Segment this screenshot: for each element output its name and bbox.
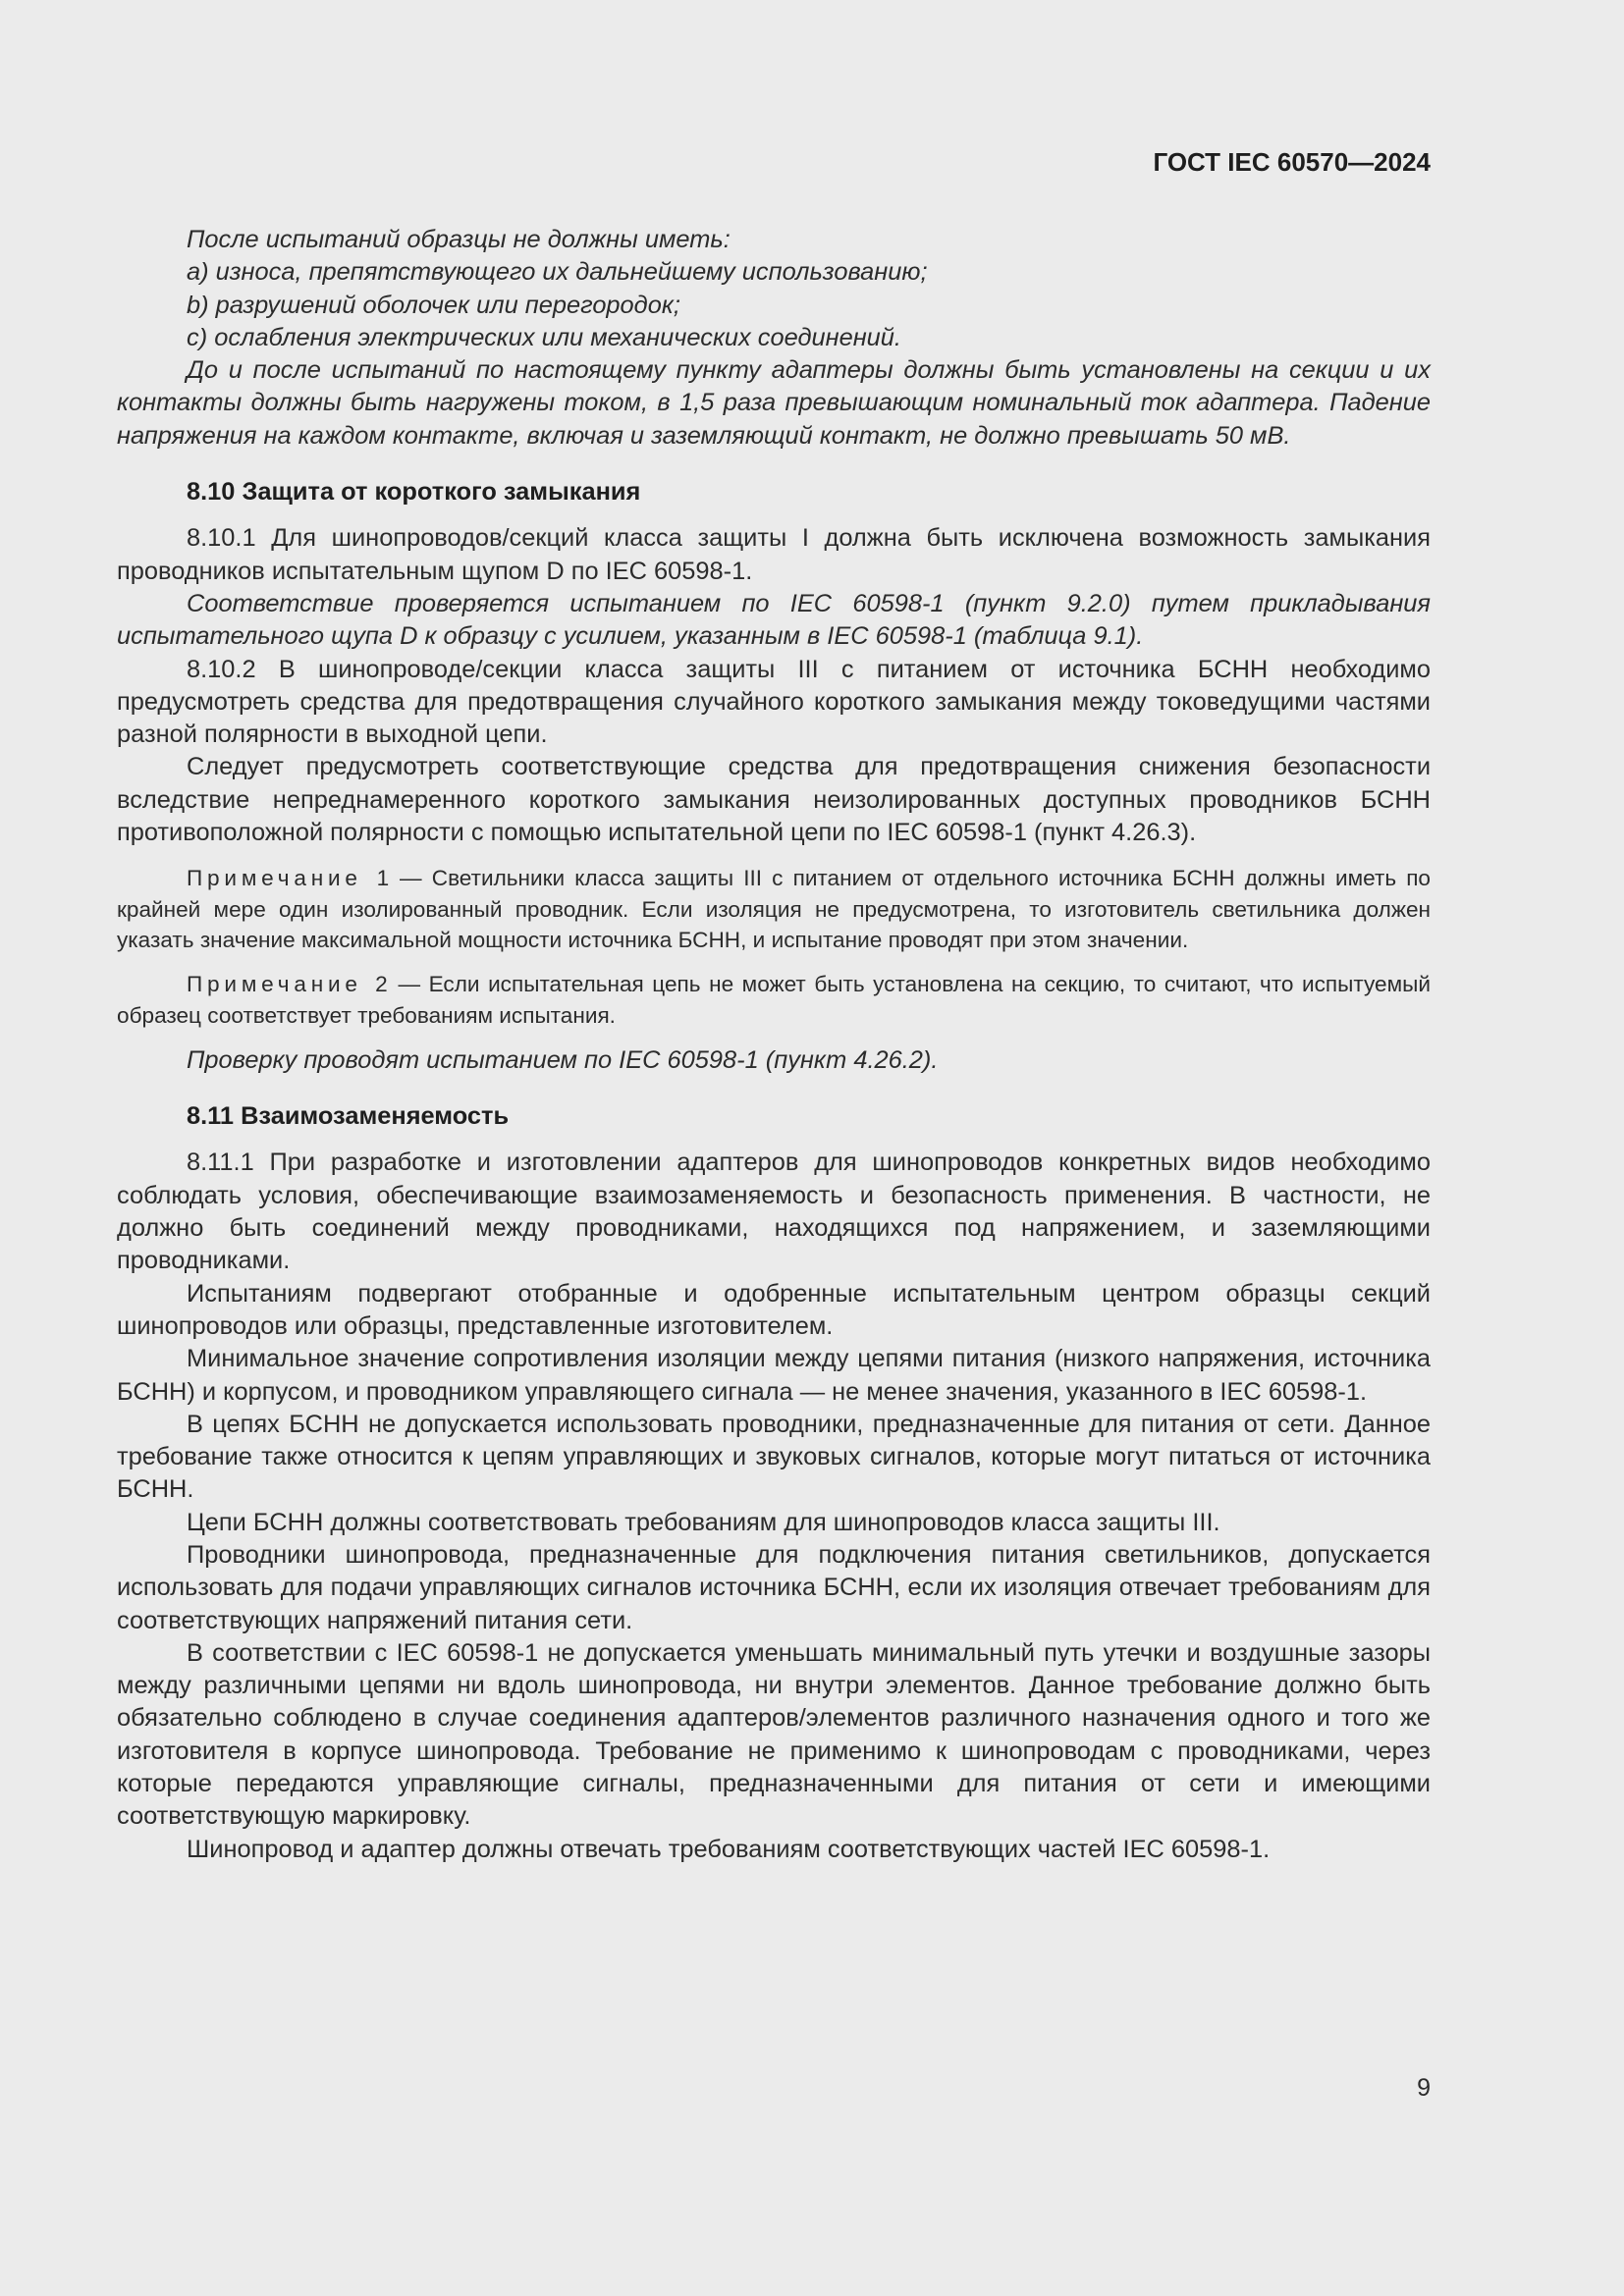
paragraph: Цепи БСНН должны соответствовать требованиям для шинопроводов класса защиты III.	[187, 1508, 1220, 1536]
page-number: 9	[1417, 2074, 1431, 2102]
paragraph: 8.10.2 В шинопроводе/секции класса защиты III с питанием от источника БСНН необходимо предусмотреть средства для предотвращения случайного короткого замыкания между токоведущими частями разной полярности в выходной цепи.	[117, 655, 1431, 749]
paragraph: Проверку проводят испытанием по IEC 60598-1 (пункт 4.26.2).	[187, 1045, 939, 1074]
paragraph: Минимальное значение сопротивления изоляции между цепями питания (низкого напряжения, источника БСНН) и корпусом, и проводником управляющего сигнала — не менее значения, указанного в IEC 60598-1.	[117, 1345, 1431, 1406]
note-label: Примечание 1	[187, 866, 395, 891]
paragraph: Следует предусмотреть соответствующие средства для предотвращения снижения безопасности вследствие непреднамеренного короткого замыкания неизолированных доступных проводников БСНН противоположной полярности с помощью испытательной цепи по IEC 60598-1 (пункт 4.26.3).	[117, 753, 1431, 847]
paragraph: 8.11.1 При разработке и изготовлении адаптеров для шинопроводов конкретных видов необходимо соблюдать условия, обеспечивающие взаимозаменяемость и безопасность применения. В частности, не должно быть соединений между проводниками, находящихся под напряжением, и заземляющими проводниками.	[117, 1148, 1431, 1275]
document-code-header: ГОСТ IEC 60570—2024	[1153, 147, 1431, 177]
paragraph: После испытаний образцы не должны иметь:	[187, 226, 731, 253]
paragraph: Испытаниям подвергают отобранные и одобренные испытательным центром образцы секций шинопроводов или образцы, представленные изготовителем.	[117, 1279, 1431, 1340]
list-item: b) разрушений оболочек или перегородок;	[187, 291, 680, 319]
page-body	[117, 224, 1431, 1866]
paragraph: Шинопровод и адаптер должны отвечать требованиям соответствующих частей IEC 60598-1.	[187, 1835, 1271, 1863]
list-item: a) износа, препятствующего их дальнейшему использованию;	[187, 258, 928, 287]
note-1	[117, 863, 1431, 955]
note-text: — Светильники класса защиты III с питанием от отдельного источника БСНН должны иметь по крайней мере один изолированный проводник. Если изоляция не предусмотрена, то изготовитель светильника должен указать значение максимальной мощности источника БСНН, и испытание проводят при этом значении.	[117, 866, 1431, 952]
paragraph: До и после испытаний по настоящему пункту адаптеры должны быть установлены на секции и их контакты должны быть нагружены током, в 1,5 раза превышающим номинальный ток адаптера. Падение напряжения на каждом контакте, включая и заземляющий контакт, не должно превышать 50 мВ.	[117, 356, 1431, 450]
section-heading-8-11: 8.11 Взаимозаменяемость	[187, 1102, 510, 1131]
paragraph: Соответствие проверяется испытанием по IEC 60598-1 (пункт 9.2.0) путем прикладывания испытательного щупа D к образцу с усилием, указанным в IEC 60598-1 (таблица 9.1).	[117, 589, 1431, 651]
paragraph: Проводники шинопровода, предназначенные для подключения питания светильников, допускается использовать для подачи управляющих сигналов источника БСНН, если их изоляция отвечает требованиям для соответствующих напряжений питания сети.	[117, 1540, 1431, 1634]
note-label: Примечание 2	[187, 972, 393, 997]
section-heading-8-10: 8.10 Защита от короткого замыкания	[187, 478, 641, 507]
paragraph: В цепях БСНН не допускается использовать проводники, предназначенные для питания от сети. Данное требование также относится к цепям управляющих и звуковых сигналов, которые могут питаться от источника БСНН.	[117, 1410, 1431, 1504]
note-text: — Если испытательная цепь не может быть установлена на секцию, то считают, что испытуемый образец соответствует требованиям испытания.	[117, 972, 1431, 1028]
paragraph: В соответствии с IEC 60598-1 не допускается уменьшать минимальный путь утечки и воздушные зазоры между различными цепями ни вдоль шинопровода, ни внутри элементов. Данное требование должно быть обязательно соблюдено в случае соединения адаптеров/элементов различного назначения одного и того же изготовителя в корпусе шинопровода. Требование не применимо к шинопроводам с проводниками, через которые передаются управляющие сигналы, предназначенными для питания от сети и имеющими соответствующую маркировку.	[117, 1638, 1431, 1831]
paragraph: 8.10.1 Для шинопроводов/секций класса защиты I должна быть исключена возможность замыкания проводников испытательным щупом D по IEC 60598-1.	[117, 524, 1431, 585]
list-item: c) ослабления электрических или механических соединений.	[187, 323, 901, 351]
note-2	[117, 969, 1431, 1031]
